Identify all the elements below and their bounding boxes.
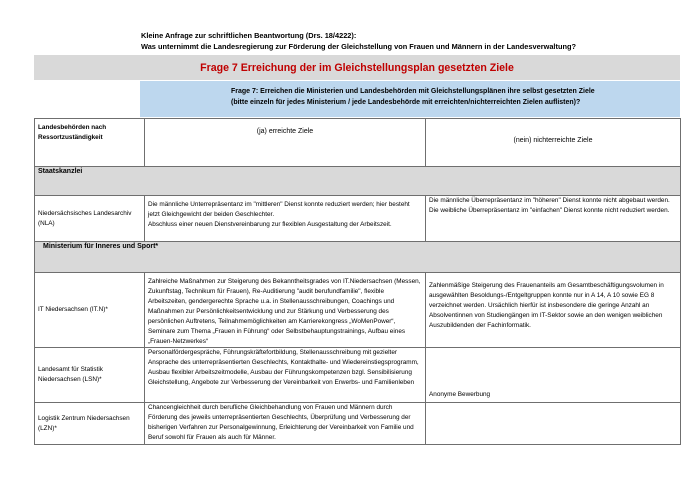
- goals-table: [34, 118, 681, 445]
- frage-question-line-1: Frage 7: Erreichen die Ministerien und Landesbehörden mit Gleichstellungsplänen ihre selbst gesetzten Ziele: [231, 88, 595, 95]
- table-row: [35, 403, 681, 445]
- not-achieved-goals: Die männliche Überrepräsentanz im "höheren" Dienst konnte nicht abgebaut werden. Die weibliche Überrepräsentanz im "einfachen" Dienst konnte nicht reduziert werden.: [426, 196, 681, 242]
- section-title: Staatskanzlei: [35, 167, 681, 196]
- achieved-goals: Personalfördergespräche, Führungskräftefortbildung, Stellenausschreibung mit gezielter Ansprache des unterrepräsentierten Geschlechts, Kontakthalte- und Wiedereinstiegsprogramm, Ausbau flexibler Arbeitszeitmodelle, Ausbau der Führungskompetenzen bzgl. Sensibilisierung Gleichstellung, Angebote zur Verbesserung der Vereinbarkeit von Erwerbs- und Familienleben: [145, 348, 426, 403]
- authority-name: Niedersächsisches Landesarchiv (NLA): [35, 196, 145, 242]
- request-question: Was unternimmt die Landesregierung zur Förderung der Gleichstellung von Frauen und Männern in der Landesverwaltung?: [141, 42, 577, 51]
- table-header-row: [35, 119, 681, 167]
- column-header-achieved: (ja) erreichte Ziele: [145, 119, 426, 167]
- column-header-authority: Landesbehörden nach Ressortzuständigkeit: [35, 119, 145, 167]
- authority-name: Logistik Zentrum Niedersachsen (LZN)*: [35, 403, 145, 445]
- achieved-goals: Zahlreiche Maßnahmen zur Steigerung des Bekanntheitsgrades von IT.Niedersachsen (Messen, Zukunftstag, Technikum für Frauen), Re-Auditierung "audit berufundfamilie", flexible Arbeitszeiten, gendergerechte Sprache u.a. in Stellenausschreibungen, Coachings und Maßnahmen zur Persönlichkeitsentwicklung und zur Stärkung und Verbesserung des persönlichen Auftretens, Teilnahmemöglichkeiten am Karrierekongress „WoMenPower“, Seminare zum Thema „Frauen in Führung“ oder Selbstbehauptungstrainings, Aufbau eines „Frauen-Netzwerkes“: [145, 273, 426, 348]
- not-achieved-goals: Zahlenmäßige Steigerung des Frauenanteils am Gesamtbeschäftigungsvolumen in ausgewählten Besoldungs-/Entgeltgruppen konnte nur in A 14, A 10 sowie EG 8 verzeichnet werden. Ursächlich hierfür ist insbesondere die geringe Anzahl an Absolventinnen von Studiengängen im IT-Sektor sowie an den wenigen weiblichen Auszubildenden der Fachinformatik.: [426, 273, 681, 348]
- frage-title: Frage 7 Erreichung der im Gleichstellungsplan gesetzten Ziele: [34, 55, 680, 80]
- not-achieved-goals: [426, 403, 681, 445]
- not-achieved-goals: Anonyme Bewerbung: [426, 348, 681, 403]
- request-reference: Kleine Anfrage zur schriftlichen Beantwortung (Drs. 18/4222):: [141, 31, 357, 40]
- authority-name: Landesamt für Statistik Niedersachsen (LSN)*: [35, 348, 145, 403]
- section-title: Ministerium für Inneres und Sport*: [35, 242, 681, 273]
- achieved-goals: Chancengleichheit durch berufliche Gleichbehandlung von Frauen und Männern durch Förderung des jeweils unterrepräsentierten Geschlechts, Überprüfung und Verbesserung der bisherigen Verfahren zur Personalgewinnung, Erleichterung der Vereinbarkeit von Familie und Beruf sowohl für Frauen als auch für Männer.: [145, 403, 426, 445]
- section-row-staatskanzlei: [35, 167, 681, 196]
- section-row-ministerium-inneres: [35, 242, 681, 273]
- column-header-not-achieved: (nein) nichterreichte Ziele: [426, 119, 681, 167]
- table-row: [35, 348, 681, 403]
- authority-name: IT Niedersachsen (IT.N)*: [35, 273, 145, 348]
- achieved-goals: Die männliche Unterrepräsentanz im "mittleren" Dienst konnte reduziert werden; hier besteht jetzt Gleichgewicht der beiden Geschlechter. Abschluss einer neuen Dienstvereinbarung zur flexiblen Ausgestaltung der Arbeitszeit.: [145, 196, 426, 242]
- frage-question: [140, 81, 680, 117]
- table-row: [35, 273, 681, 348]
- frage-question-line-2: (bitte einzeln für jedes Ministerium / jede Landesbehörde mit erreichten/nichterreichten Zielen auflisten)?: [231, 99, 581, 106]
- table-row: [35, 196, 681, 242]
- request-header: [141, 30, 576, 52]
